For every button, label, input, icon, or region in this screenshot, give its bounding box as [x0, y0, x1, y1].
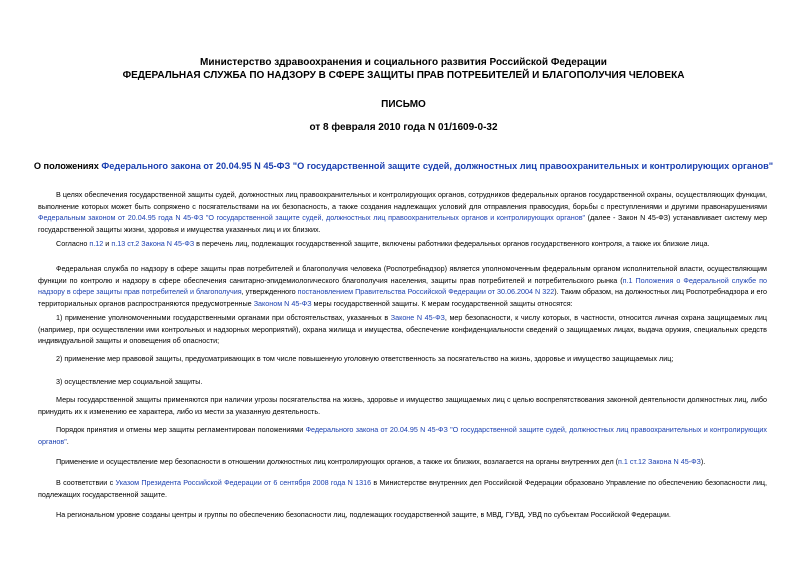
paragraph-6: 3) осуществление мер социальной защиты.: [56, 377, 203, 386]
paragraph-8: Порядок принятия и отмены мер защиты регламентирован положениями Федерального закона от 20.04.95 N 45-ФЗ "О государственной защите судей, должностных лиц правоохранительных и контролирующих органов".: [38, 425, 767, 446]
p12-link[interactable]: п.12: [89, 239, 104, 248]
paragraph-10: В соответствии с Указом Президента Российской Федерации от 6 сентября 2008 года N 1316 в Министерстве внутренних дел Российской Федерации образовано Управление по обеспечению безопасности лиц, подлежащих государственной защите.: [38, 478, 768, 499]
p13-law-link[interactable]: п.13 ст.2 Закона N 45-ФЗ: [111, 239, 195, 248]
law-45fz-link[interactable]: Федеральным законом от 20.04.95 года N 45-ФЗ "О государственной защите судей, должностных лиц правоохранительных органов и контролирующих органов": [38, 213, 586, 222]
subject-law-link[interactable]: Федерального закона от 20.04.95 N 45-ФЗ "О государственной защите судей, должностных лиц правоохранительных и контролирующих органов": [101, 161, 774, 171]
paragraph-4: 1) применение уполномоченными государственными органами при обстоятельствах, указанных в Законе N 45-ФЗ, мер безопасности, к числу которых, в частности, относится личная охрана защищаемых лиц (например, при осуществлении ими контрольных и надзорных мероприятий), охрана жилища и имущества, обеспечение конфиденциальности сведений о защищаемых лицах, выдача оружия, специальных средств индивидуальной защиты и оповещения об опасности;: [38, 313, 768, 345]
paragraph-11: На региональном уровне созданы центры и группы по обеспечению безопасности лиц, подлежащих государственной защите, в МВД, ГУВД, УВД по субъектам Российской Федерации.: [56, 510, 671, 519]
law-45fz-link-2[interactable]: Федерального закона от 20.04.95 N 45-ФЗ "О государственной защите судей, должностных лиц правоохранительных и контролирующих органов": [38, 425, 767, 446]
document-subject: [0, 160, 807, 172]
paragraph-5: 2) применение мер правовой защиты, предусматривающих в том числе повышенную уголовную ответственность за посягательство на жизнь, здоровье и имущество защищаемых лиц;: [56, 354, 674, 363]
presidential-decree-link[interactable]: Указом Президента Российской Федерации от 6 сентября 2008 года N 1316: [115, 478, 372, 487]
document-type: ПИСЬМО: [381, 99, 426, 110]
paragraph-2: Согласно п.12 и п.13 ст.2 Закона N 45-ФЗ в перечень лиц, подлежащих государственной защите, включены работники федеральных органов государственного контроля, а также их близкие лица.: [56, 239, 710, 248]
document-date: от 8 февраля 2010 года N 01/1609-0-32: [309, 122, 498, 133]
paragraph-1: В целях обеспечения государственной защиты судей, должностных лиц правоохранительных и контролирующих органов, сотрудников федеральных органов государственной охраны, осуществляющих функции, выполнение которых может быть сопряжено с посягательствами на их безопасность, а также создания надлежащих условий для отправления правосудия, борьбы с преступлениями и другими правонарушениями Федеральным законом от 20.04.95 года N 45-ФЗ "О государственной защите судей, должностных лиц правоохранительных органов и контролирующих органов" (далее - Закон N 45-ФЗ) устанавливает систему мер государственной защиты жизни, здоровья и имущества указанных лиц и их близких.: [38, 190, 767, 234]
regulation-link[interactable]: п.1 Положения о Федеральной службе по надзору в сфере защиты прав потребителей и благополучия: [38, 275, 767, 296]
government-decree-link[interactable]: постановлением Правительства Российской Федерации от 30.06.2004 N 322: [297, 287, 555, 296]
paragraph-7: Меры государственной защиты применяются при наличии угрозы посягательства на жизнь, здоровье и имущество защищаемых лиц с целью воспрепятствования законной деятельности должностных лиц, либо принудить их к изменению ее характера, либо из мести за указанную деятельность.: [38, 395, 767, 416]
p1-st12-link[interactable]: п.1 ст.12 Закона N 45-ФЗ: [618, 457, 701, 466]
law-link-2[interactable]: Законе N 45-ФЗ: [390, 313, 445, 322]
ministry-title: Министерство здравоохранения и социального развития Российской Федерации: [200, 57, 607, 68]
service-title: ФЕДЕРАЛЬНАЯ СЛУЖБА ПО НАДЗОРУ В СФЕРЕ ЗАЩИТЫ ПРАВ ПОТРЕБИТЕЛЕЙ И БЛАГОПОЛУЧИЯ ЧЕЛОВЕКА: [122, 70, 685, 81]
subject-prefix: О положениях: [33, 161, 102, 171]
paragraph-3: Федеральная служба по надзору в сфере защиты прав потребителей и благополучия человека (Роспотребнадзор) является уполномоченным федеральным органом исполнительной власти, осуществляющим функции по контролю и надзору в сфере обеспечения санитарно-эпидемиологического благополучия населения, защиты прав потребителей и потребительского рынка (п.1 Положения о Федеральной службе по надзору в сфере защиты прав потребителей и благополучия, утвержденного постановлением Правительства Российской Федерации от 30.06.2004 N 322). Таким образом, на должностных лиц Роспотребнадзора и его территориальных органов распространяются предусмотренные Законом N 45-ФЗ меры государственной защиты. К мерам государственной защиты относятся:: [38, 264, 767, 308]
law-link[interactable]: Законом N 45-ФЗ: [253, 298, 312, 308]
paragraph-9: Применение и осуществление мер безопасности в отношении должностных лиц контролирующих органов, а также их близких, возлагается на органы внутренних дел (п.1 ст.12 Закона N 45-ФЗ).: [56, 457, 706, 466]
